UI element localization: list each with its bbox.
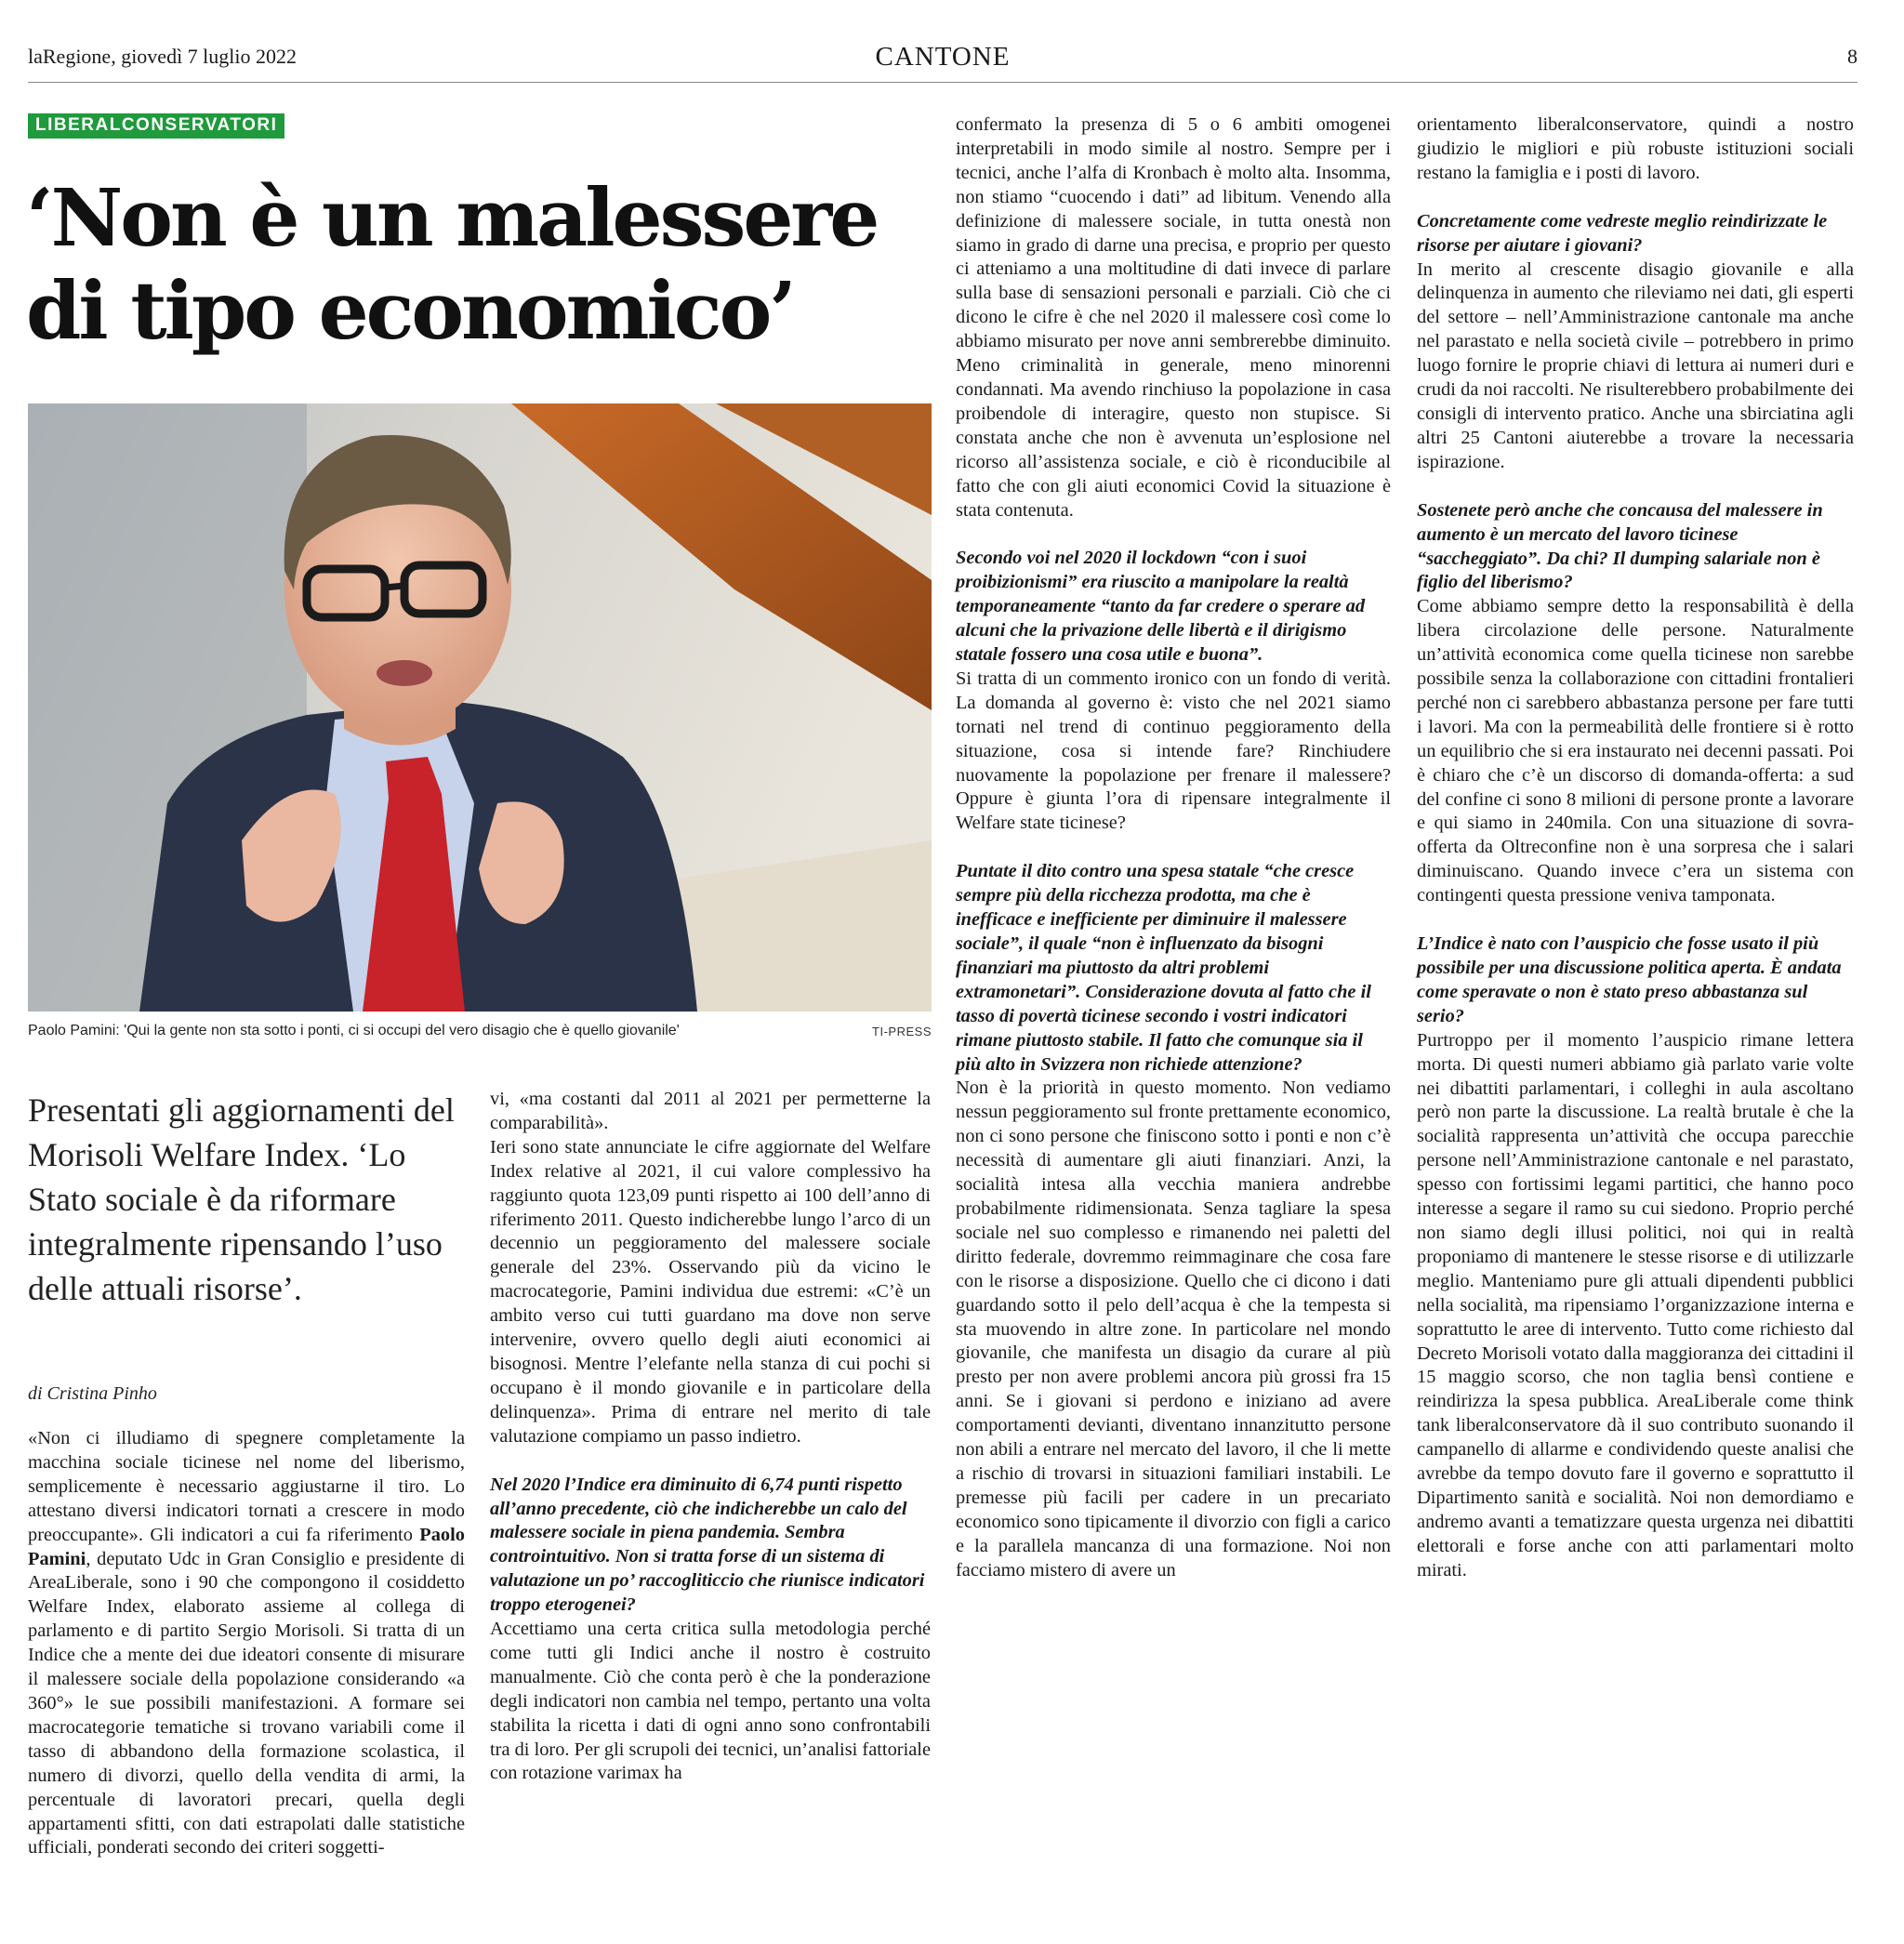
interview-answer: Si tratta di un commento ironico con un fondo di verità. La domanda al governo è: visto che nel 2021 siamo tornati nel trend di continuo peggioramento della situazione, cosa si intende fare? Rinchiudere nuovamente la popolazione per frenare il malessere? Oppure è giunta l’ora di ripensare integralmente il Welfare state ticinese? [956,668,1391,834]
person-name: Paolo Pamini [28,1524,465,1569]
article-column-1 [28,1427,465,1860]
paragraph-text: , deputato Udc in Gran Consiglio e presidente di AreaLiberale, sono i 90 che compongono il cosiddetto Welfare Index, elaborato assieme al collega di parlamento e di partito Sergio Morisoli. Si tratta di un Indice che a mente dei due ideatori consente di misurare il malessere sociale della popolazione considerando «a 360°» le sue possibili manifestazioni. A formare sei macrocategorie tematiche si trovano variabili come il tasso di abbandono della formazione scolastica, il numero di divorzi, quello della vendita di armi, la percentuale di lavoratori precari, quella degli appartamenti sfitti, con dati estrapolati dalle statistiche ufficiali, ponderati secondo dei criteri soggetti- [28,1548,465,1858]
page-number: 8 [1847,45,1858,68]
newspaper-date: laRegione, giovedì 7 luglio 2022 [28,45,298,68]
body-paragraph: vi, «ma costanti dal 2011 al 2021 per permetterne la comparabilità». [490,1089,931,1133]
body-paragraph: Ieri sono state annunciate le cifre aggiornate del Welfare Index relative al 2021, il cui valore complessivo ha raggiunto quota 123,09 punti rispetto ai 100 dell’anno di riferimento 2011. Questo indicherebbe lungo l’arco di un decennio un peggioramento del malessere sociale generale del 23%. Osservando più da vicino le macrocategorie, Pamini individua due estremi: «C’è un ambito verso cui tutti guardano ma dove non serve intervenire, ovvero quello degli aiuti economici ai bisognosi. Mentre l’elefante nella stanza di cui pochi si occupano è il mondo giovanile e in particolare della delinquenza». Prima di entrare nel merito di tale valutazione compiamo un passo indietro. [490,1136,931,1447]
interview-answer: Accettiamo una certa critica sulla metodologia perché come tutti gli Indici anche il nostro è costruito manualmente. Ciò che conta però è che la ponderazione degli indicatori non cambia nel tempo, pertanto una volta stabilita la ricetta i dati di ogni anno sono confrontabili tra di loro. Per gli scrupoli dei tecnici, un’analisi fattoriale con rotazione varimax ha [490,1619,931,1784]
interview-answer: In merito al crescente disagio giovanile e alla delinquenza in aumento che rileviamo nei dati, gli esperti del settore – nell’Amministrazione cantonale ma anche nel parastato e nella società civile – potrebbero in primo luogo fornire le proprie chiavi di lettura ai numeri duri e crudi da noi raccolti. Ne risulterebbero probabilmente dei consigli di intervento pratico. Anche una sbirciatina agli altri 25 Cantoni aiuterebbe a trovare la necessaria ispirazione. [1417,258,1854,472]
paragraph-text: «Non ci illudiamo di spegnere completamente la macchina sociale ticinese nel nome del liberismo, semplicemente è necessario aggiustarne il tiro. Lo attestano diversi indicatori tornati a crescere in modo preoccupante». Gli indicatori a cui fa riferimento [28,1428,465,1545]
portrait-photo [28,403,932,1012]
interview-question: Nel 2020 l’Indice era diminuito di 6,74 punti rispetto all’anno precedente, ciò che indicherebbe un calo del malessere sociale in piena pandemia. Sembra controintuitivo. Non si tratta forse di un sistema di valutazione un po’ raccogliticcio che riunisce indicatori troppo eterogenei? [490,1474,925,1616]
article-deck: Presentati gli aggiornamenti del Morisoli Welfare Index. ‘Lo Stato sociale è da riformare integralmente ripensando l’uso delle attuali risorse’. [28,1091,455,1307]
byline: di Cristina Pinho [28,1383,157,1404]
interview-answer: Non è la priorità in questo momento. Non vediamo nessun peggioramento sul fronte prettamente economico, non ci sono persone che finiscono sotto i ponti e non c’è necessità di aumentare gli aiuti finanziari. Anzi, la socialità intesa alla vecchia maniera andrebbe probabilmente ridimensionata. Senza tagliare la spesa sociale nel suo complesso e rimanendo nei paletti del diritto federale, dovremmo reimmaginare che cosa fare con le risorse a disposizione. Quello che ci dicono i dati guardando sotto il pelo dell’acqua è che la tempesta si sta muovendo in altre zone. In particolare nel mondo giovanile, che manifesta un disagio da curare al più presto per non avere problemi ancora più grossi fra 15 anni. Se i giovani si perdono e iniziano ad avere comportamenti devianti, diventano innanzitutto persone non abili a entrare nel mercato del lavoro, il che li mette a rischio di trovarsi in situazioni familiari instabili. Le premesse più facili per cadere in un precariato economico sono tipicamente il divorzio con figli a carico e la parallela mancanza di una formazione. Noi non facciamo mistero di avere un [956,1078,1391,1580]
body-paragraph: confermato la presenza di 5 o 6 ambiti omogenei interpretabili in modo simile al nostro. Sempre per i tecnici, anche l’alfa di Kronbach è molto alta. Insomma, non stiamo “cuocendo i dati” ad libitum. Venendo alla definizione di malessere sociale, in tutta onestà non siamo in grado di darne una precisa, e proprio per questo ci atteniamo a una moltitudine di dati invece di parlare sulla base di sensazioni personali e parziali. Ciò che ci dicono le cifre è che nel 2020 il malessere così come lo abbiamo misurato per nove anni sembrerebbe diminuito. Meno criminalità in generale, meno minorenni condannati. Ma avendo rinchiuso la popolazione in casa proibendole di interagire, questo non stupisce. Si constata anche che non è avvenuta un’esplosione nel ricorso all’assistenza sociale, e ciò è riconducibile al fatto che con gli aiuti economici Covid la situazione è stata contenuta. [956,114,1391,521]
article-column-2 [490,1088,931,1786]
body-paragraph [28,1427,465,1860]
interview-question: Secondo voi nel 2020 il lockdown “con i suoi proibizionismi” era riuscito a manipolare la realtà temporaneamente “tanto da far credere o sperare ad alcuni che la privazione delle libertà e il dirigismo statale fossero una cosa utile e buona”. [956,548,1366,666]
interview-answer: Come abbiamo sempre detto la responsabilità è della libera circolazione delle persone. Naturalmente un’attività economica come quella ticinese non sarebbe possibile senza la collaborazione con cittadini frontalieri perché non ci sarebbero abbastanza persone per fare tutti i lavori. Ma con la permeabilità delle frontiere si è rotto un equilibrio che si era instaurato nei decenni passati. Poi è chiaro che c’è un discorso di domanda-offerta: a sud del confine ci sono 8 milioni di persone pronte a lavorare e qui siamo in 240mila. Con una situazione di sovra-offerta da Oltreconfine non è una sorpresa che i salari diminuiscano. Quando invece c’era un sistema con contingenti questa pressione veniva tamponata. [1417,596,1854,906]
page-header [28,42,1858,83]
interview-answer: Purtroppo per il momento l’auspicio rimane lettera morta. Di questi numeri abbiamo già parlato varie volte nei dibattiti parlamentari, i colleghi in aula ascoltano però non parte la discussione. La realtà brutale è che la socialità rappresenta un’attività che occupa parecchie persone nell’Amministrazione cantonale e nel parastato, spesso con fortissimi legami partitici, che hanno poco interesse a segare il ramo su cui siedono. Proprio perché non siamo degli illusi politici, noi qui in realtà proponiamo di mantenere le stesse risorse e di utilizzarle meglio. Manteniamo pure gli attuali dipendenti pubblici nella socialità, ma ripensiamo l’organizzazione interna e soprattutto le aree di intervento. Tutto come richiesto dal Decreto Morisoli votato dalla maggioranza dei cittadini il 15 maggio scorso, che non taglia bensì contiene e reindirizza la spesa pubblica. AreaLiberale come think tank liberalconservatore dà il suo contributo suonando il campanello di allarme e condividendo queste analisi che avrebbe da tempo dovuto fare il governo e soprattutto il Dipartimento sanità e socialità. Noi non demordiamo e andremo avanti a tematizzare questa urgenza nei dibattiti elettorali e forse anche con atti parlamentari molto mirati. [1417,1029,1854,1580]
caption-text: Paolo Pamini: 'Qui la gente non sta sotto i ponti, ci si occupi del vero disagio che è quello giovanile' [28,1023,680,1038]
interview-question: L’Indice è nato con l’auspicio che fosse usato il più possibile per una discussione politica aperta. È andata come speravate o non è stato preso abbastanza sul serio? [1417,933,1842,1026]
body-paragraph: orientamento liberalconservatore, quindi a nostro giudizio le migliori e più robuste istituzioni sociali restano la famiglia e i posti di lavoro. [1417,114,1854,183]
photo-caption [28,1023,932,1039]
article-column-3 [956,113,1391,1582]
section-tag: LIBERALCONSERVATORI [28,113,284,139]
headline: ‘Non è un malessere di tipo economico’ [26,172,878,358]
section-title: CANTONE [875,42,1011,72]
interview-question: Concretamente come vedreste meglio reindirizzate le risorse per aiutare i giovani? [1417,210,1828,256]
interview-question: Sostenete però anche che concausa del malessere in aumento è un mercato del lavoro ticinese “saccheggiato”. Da chi? Il dumping salariale non è figlio del liberismo? [1417,499,1823,593]
article-column-4 [1417,113,1854,1583]
interview-question: Puntate il dito contro una spesa statale “che cresce sempre più della ricchezza prodotta, ma che è inefficace e inefficiente per diminuire il malessere sociale”, il quale “non è influenzato da bisogni finanziari ma piuttosto da altri problemi extramonetari”. Considerazione dovuta al fatto che il tasso di povertà ticinese secondo i vostri indicatori rimane piuttosto stabile. Il fatto che comunque sia il più alto in Svizzera non richiede attenzione? [956,861,1371,1075]
photo-credit: TI-PRESS [872,1025,932,1038]
